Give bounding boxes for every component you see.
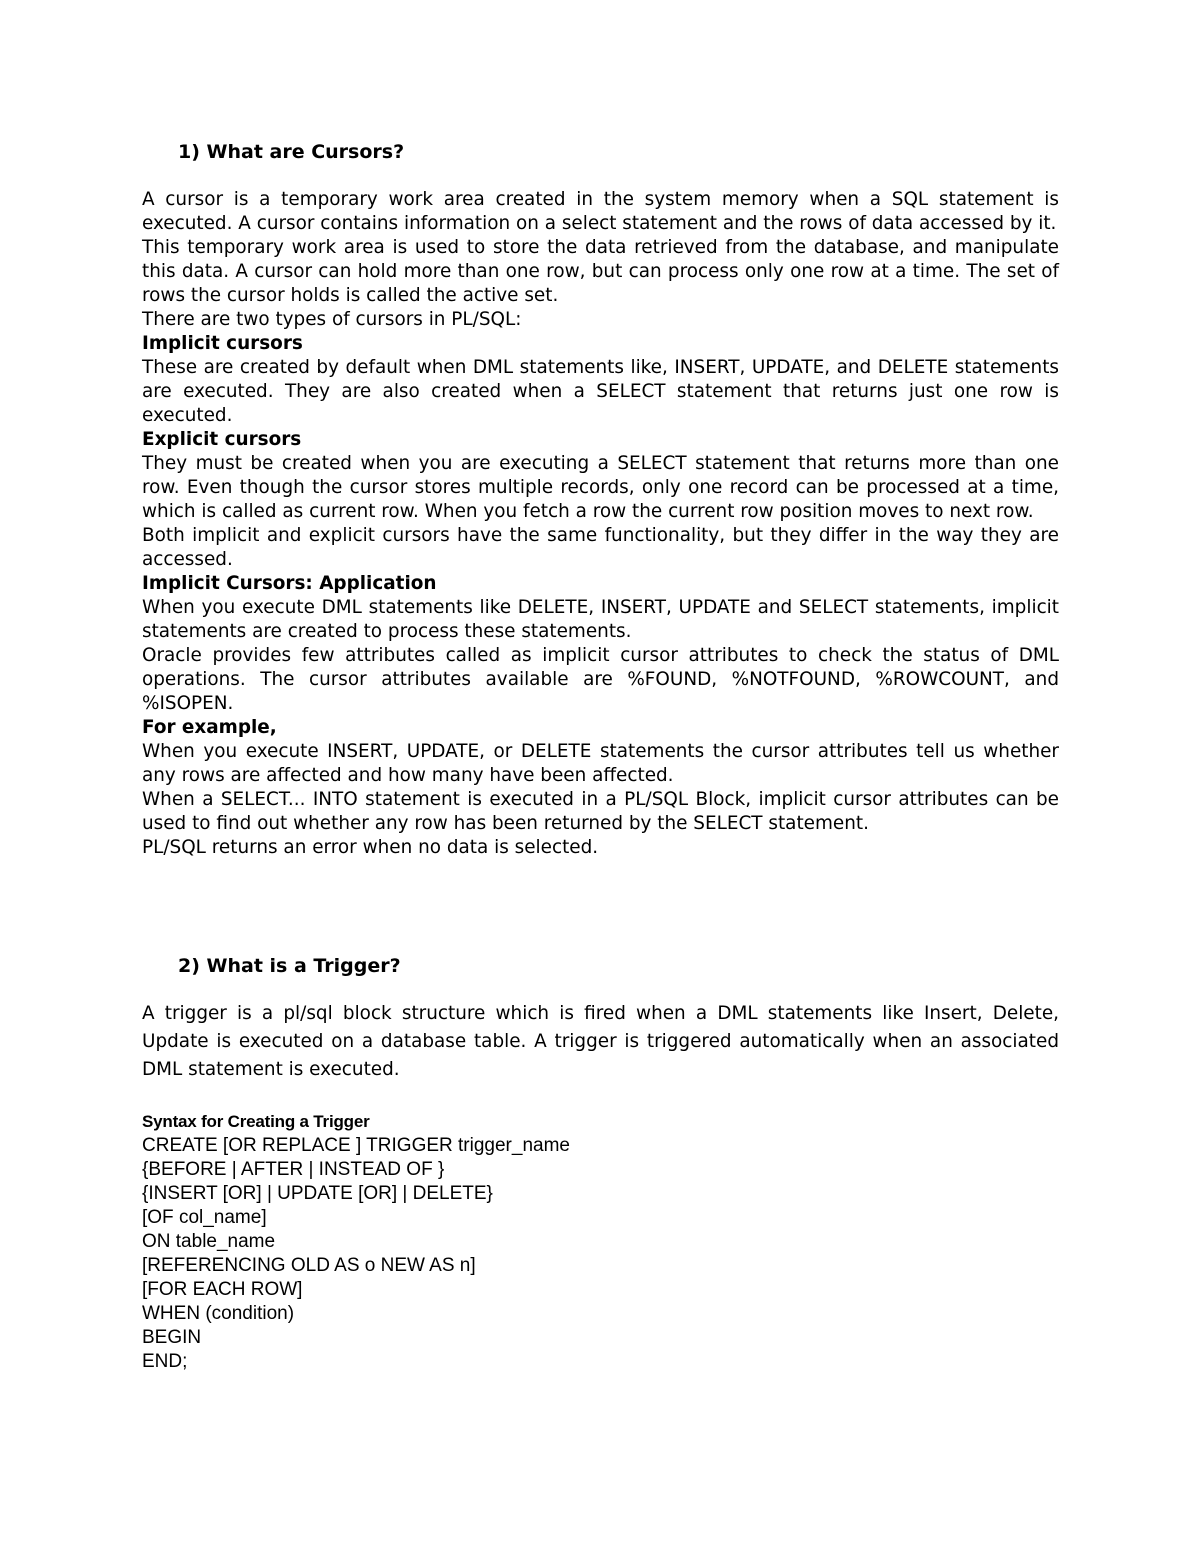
section-heading-trigger: 2) What is a Trigger?: [178, 955, 401, 977]
paragraph-explicit-cursors: They must be created when you are executing a SELECT statement that returns more than one row. Even though the cursor stores multiple records, only one record can be processed at a time, which is called as current row. When you fetch a row the current row position moves to next row.: [142, 453, 1059, 522]
syntax-line: [REFERENCING OLD AS o NEW AS n]: [142, 1255, 476, 1276]
section-heading-cursors: 1) What are Cursors?: [178, 141, 405, 163]
subheading-implicit-application: Implicit Cursors: Application: [142, 573, 437, 594]
paragraph-example-2: When a SELECT... INTO statement is executed in a PL/SQL Block, implicit cursor attributes can be used to find out whether any row has been returned by the SELECT statement.: [142, 789, 1059, 834]
section-trigger: [142, 952, 1059, 1374]
syntax-line: BEGIN: [142, 1327, 202, 1348]
paragraph-application-2: Oracle provides few attributes called as implicit cursor attributes to check the status of DML operations. The cursor attributes available are %FOUND, %NOTFOUND, %ROWCOUNT, and %ISOPEN.: [142, 645, 1059, 714]
paragraph-both-cursors: Both implicit and explicit cursors have the same functionality, but they differ in the way they are accessed.: [142, 525, 1059, 570]
paragraph-cursor-definition: A cursor is a temporary work area created in the system memory when a SQL statement is executed. A cursor contains information on a select statement and the rows of data accessed by it.: [142, 189, 1059, 234]
trigger-syntax-block: [142, 1134, 1059, 1374]
subheading-explicit-cursors: Explicit cursors: [142, 429, 302, 450]
paragraph-cursor-types: There are two types of cursors in PL/SQL:: [142, 309, 522, 330]
syntax-line: {INSERT [OR] | UPDATE [OR] | DELETE}: [142, 1183, 493, 1204]
syntax-line: END;: [142, 1351, 188, 1372]
syntax-line: [OF col_name]: [142, 1207, 267, 1228]
syntax-line: CREATE [OR REPLACE ] TRIGGER trigger_name: [142, 1135, 570, 1156]
syntax-line: {BEFORE | AFTER | INSTEAD OF }: [142, 1159, 445, 1180]
syntax-line: [FOR EACH ROW]: [142, 1279, 303, 1300]
syntax-line: WHEN (condition): [142, 1303, 295, 1324]
subheading-implicit-cursors: Implicit cursors: [142, 333, 303, 354]
paragraph-trigger-definition: A trigger is a pl/sql block structure which is fired when a DML statements like Insert, Delete, Update is executed on a database table. A trigger is triggered automatically when an associated DML statement is executed.: [142, 1003, 1059, 1080]
paragraph-application-1: When you execute DML statements like DELETE, INSERT, UPDATE and SELECT statements, implicit statements are created to process these statements.: [142, 597, 1059, 642]
section-cursors: [142, 140, 1059, 860]
syntax-line: ON table_name: [142, 1231, 276, 1252]
syntax-title: Syntax for Creating a Trigger: [142, 1112, 370, 1131]
paragraph-example-3: PL/SQL returns an error when no data is selected.: [142, 837, 599, 858]
paragraph-example-1: When you execute INSERT, UPDATE, or DELETE statements the cursor attributes tell us whether any rows are affected and how many have been affected.: [142, 741, 1059, 786]
paragraph-work-area: This temporary work area is used to store the data retrieved from the database, and manipulate this data. A cursor can hold more than one row, but can process only one row at a time. The set of rows the cursor holds is called the active set.: [142, 237, 1059, 306]
subheading-for-example: For example,: [142, 717, 277, 738]
paragraph-implicit-cursors: These are created by default when DML statements like, INSERT, UPDATE, and DELETE statements are executed. They are also created when a SELECT statement that returns just one row is executed.: [142, 357, 1059, 426]
